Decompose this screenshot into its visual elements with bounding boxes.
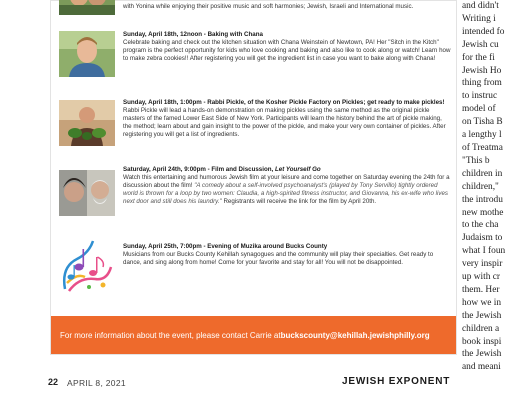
- publication-name: JEWISH EXPONENT: [342, 376, 451, 387]
- event-body: Watch this entertaining and humorous Jewish film at your leisure and come together on Saturday evening the 24th for a discussion about the film!: [123, 174, 450, 190]
- event-title-text: Saturday, April 24th, 9:00pm - Film and Discussion,: [123, 166, 275, 173]
- event-body: Celebrate baking and check out the kitchen situation with Chana Weinstein of Newtown, PA! Her "Sitch in the Kitch" program is the perfect opportunity for kids who love cooking and baking and also like to cook along or watch! Learn how to make zebra cookies!! After registering you will get the ingredient list in case you want to bake along with Chana!: [123, 39, 451, 63]
- page-number: 22: [48, 377, 59, 387]
- contact-email-link[interactable]: buckscounty@kehillah.jewishphilly.org: [280, 330, 430, 340]
- event-quote: "A comedy about a self-involved psychoanalyst's (played by Tony Servillo) tightly ordered world is thrown for a loop by two women: Claudia, a high-spirited fitness instructor, and Giovanna, his ex-wife who lives next door and still does his laundry.": [123, 182, 448, 206]
- event-title: Sunday, April 25th, 7:00pm - Evening of Muzika around Bucks County: [123, 243, 328, 250]
- column-line: of Treatma: [462, 142, 503, 153]
- event-photo: [59, 0, 115, 15]
- event-photo: [59, 170, 115, 216]
- column-line: Writing i: [462, 13, 496, 24]
- column-line: what I foun: [462, 246, 506, 257]
- issue-date: APRIL 8, 2021: [67, 378, 126, 388]
- column-line: Jewish cu: [462, 39, 499, 50]
- column-line: them. Her: [462, 284, 500, 295]
- column-line: the Jewish: [462, 349, 502, 360]
- column-line: Jewish Ho: [462, 65, 502, 76]
- column-line: thing from: [462, 78, 502, 89]
- music-notes-icon: [59, 237, 115, 295]
- column-line: a lengthy l: [462, 130, 502, 141]
- column-line: the introdu: [462, 194, 503, 205]
- event-film-title: Let Yourself Go: [274, 166, 321, 173]
- column-line: up with cr: [462, 272, 501, 283]
- event-body: Musicians from our Bucks County Kehillah synagogues and the community will play their specialties. Get ready to dance, and sing along from home! Come for your favorite and stay for all! You will not be disappointed.: [123, 251, 434, 267]
- article-column: [462, 0, 522, 373]
- column-line: "This b: [462, 155, 490, 166]
- event-photo: [59, 100, 115, 146]
- column-line: intended fo: [462, 26, 505, 37]
- column-line: book inspi: [462, 336, 502, 347]
- column-line: and meani: [462, 362, 501, 373]
- column-line: children in: [462, 168, 503, 179]
- contact-footer: [51, 316, 456, 354]
- event-title: Sunday, April 18th, 12noon - Baking with Chana: [123, 31, 263, 38]
- column-line: and didn't: [462, 1, 499, 11]
- column-line: new mothe: [462, 207, 504, 218]
- event-title: [123, 166, 452, 174]
- column-line: children,": [462, 181, 499, 192]
- event-listing-ad: [50, 0, 457, 355]
- column-line: very inspir: [462, 259, 503, 270]
- footer-text: For more information about the event, please contact Carrie at: [60, 330, 281, 340]
- event-body: with Yonina while enjoying their positive music and soft harmonies; Jewish, Israeli and International music.: [123, 3, 414, 10]
- event-after-text: Registrants will receive the link for the film by April 20th.: [221, 198, 377, 206]
- column-line: to instruc: [462, 91, 498, 102]
- column-line: children a: [462, 323, 500, 334]
- column-line: on Tisha B: [462, 117, 503, 128]
- event-title: Sunday, April 18th, 1:00pm - Rabbi Pickle, of the Kosher Pickle Factory on Pickles; get ready to make pickles!: [123, 99, 445, 106]
- event-body: Rabbi Pickle will lead a hands-on demonstration on making pickles using the same method as the original pickle masters of the famed Lower East Side of New York. Participants will learn the history behind the art of pickle making, the method; learn about and gain insight to the power of the pickle, and make your very own container of pickles. After registering you will get a list of ingredients.: [123, 107, 446, 139]
- column-line: the Jewish: [462, 310, 502, 321]
- column-line: to the cha: [462, 220, 499, 231]
- column-line: how we in: [462, 297, 502, 308]
- event-photo: [59, 31, 115, 77]
- column-line: for the fi: [462, 52, 495, 63]
- column-line: model of: [462, 104, 496, 115]
- column-line: Judaism to: [462, 233, 503, 244]
